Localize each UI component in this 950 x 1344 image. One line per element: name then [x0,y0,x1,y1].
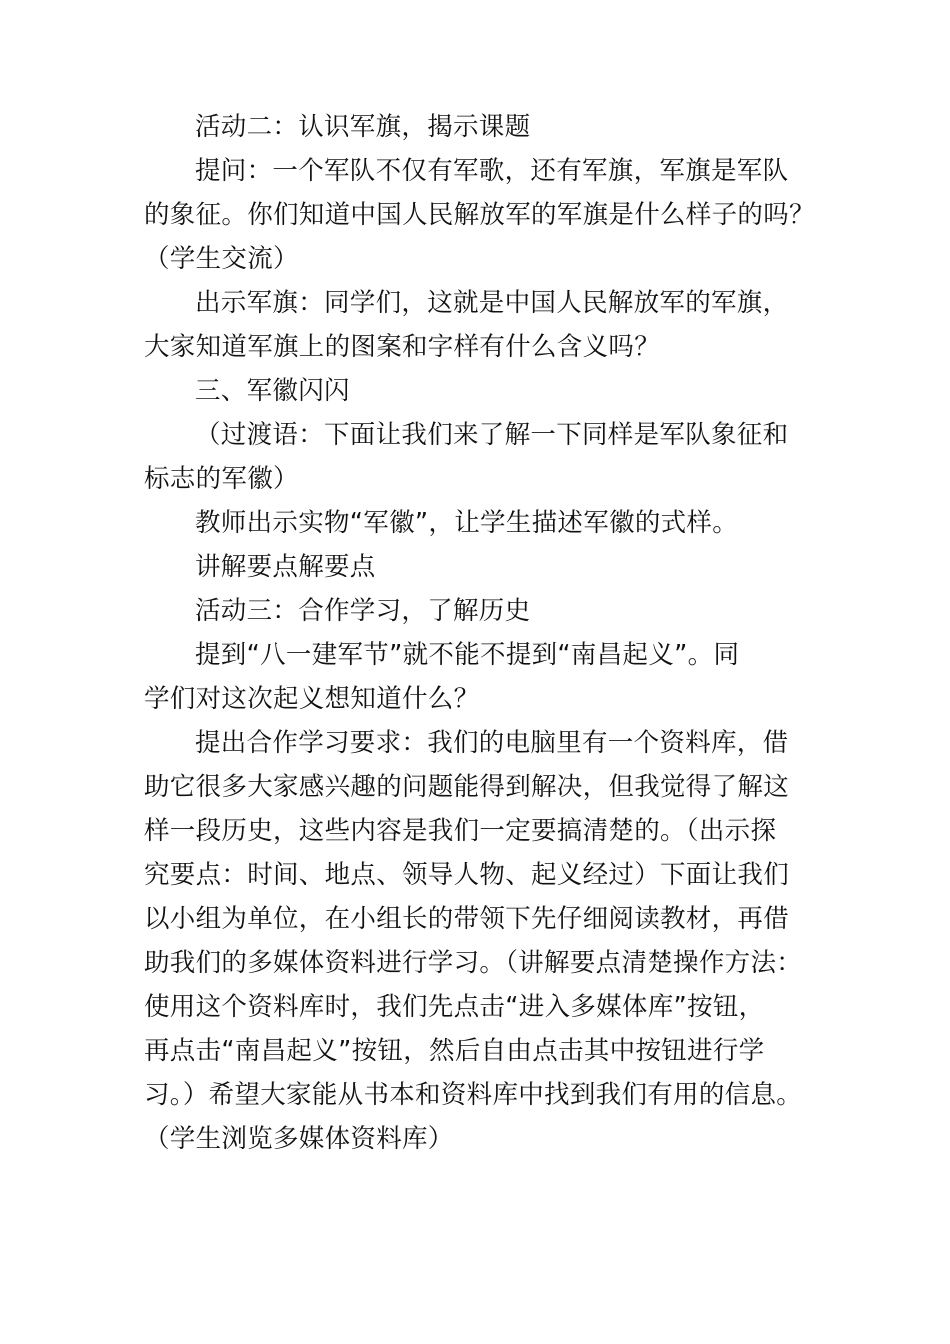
text-line: （学生交流） [144,244,299,274]
text-line: 大家知道军旗上的图案和字样有什么含义吗？ [144,332,661,362]
text-line: 究要点：时间、地点、领导人物、起义经过）下面让我们 [144,860,790,890]
text-line: 学们对这次起义想知道什么？ [144,684,480,714]
section-heading: 三、军徽闪闪 [195,376,350,406]
text-line: 教师出示实物“军徽”，让学生描述军徽的式样。 [195,508,739,538]
text-line: 的象征。你们知道中国人民解放军的军旗是什么样子的吗？ [144,200,815,230]
text-line: 提出合作学习要求：我们的电脑里有一个资料库，借 [195,728,789,758]
text-line: 使用这个资料库时，我们先点击“进入多媒体库”按钮， [144,992,765,1022]
text-line: 标志的军徽） [144,464,299,494]
text-line: 样一段历史，这些内容是我们一定要搞清楚的。（出示探 [144,816,777,846]
text-line: （学生浏览多媒体资料库） [144,1124,454,1154]
text-line: 助它很多大家感兴趣的问题能得到解决，但我觉得了解这 [144,772,790,802]
text-line: 活动二：认识军旗，揭示课题 [195,112,531,142]
text-line: 助我们的多媒体资料进行学习。（讲解要点清楚操作方法： [144,948,803,978]
text-line: 提到“八一建军节”就不能不提到“南昌起义”。同 [195,640,740,670]
text-line: 提问：一个军队不仅有军歌，还有军旗，军旗是军队 [195,156,789,186]
text-line: 活动三：合作学习，了解历史 [195,596,531,626]
text-line: 讲解要点解要点 [195,552,376,582]
text-line: 出示军旗：同学们，这就是中国人民解放军的军旗， [195,288,789,318]
text-line: 习。）希望大家能从书本和资料库中找到我们有用的信息。 [144,1080,803,1110]
text-line: 再点击“南昌起义”按钮，然后自由点击其中按钮进行学 [144,1036,765,1066]
text-line: （过渡语：下面让我们来了解一下同样是军队象征和 [195,420,789,450]
text-line: 以小组为单位，在小组长的带领下先仔细阅读教材，再借 [144,904,790,934]
